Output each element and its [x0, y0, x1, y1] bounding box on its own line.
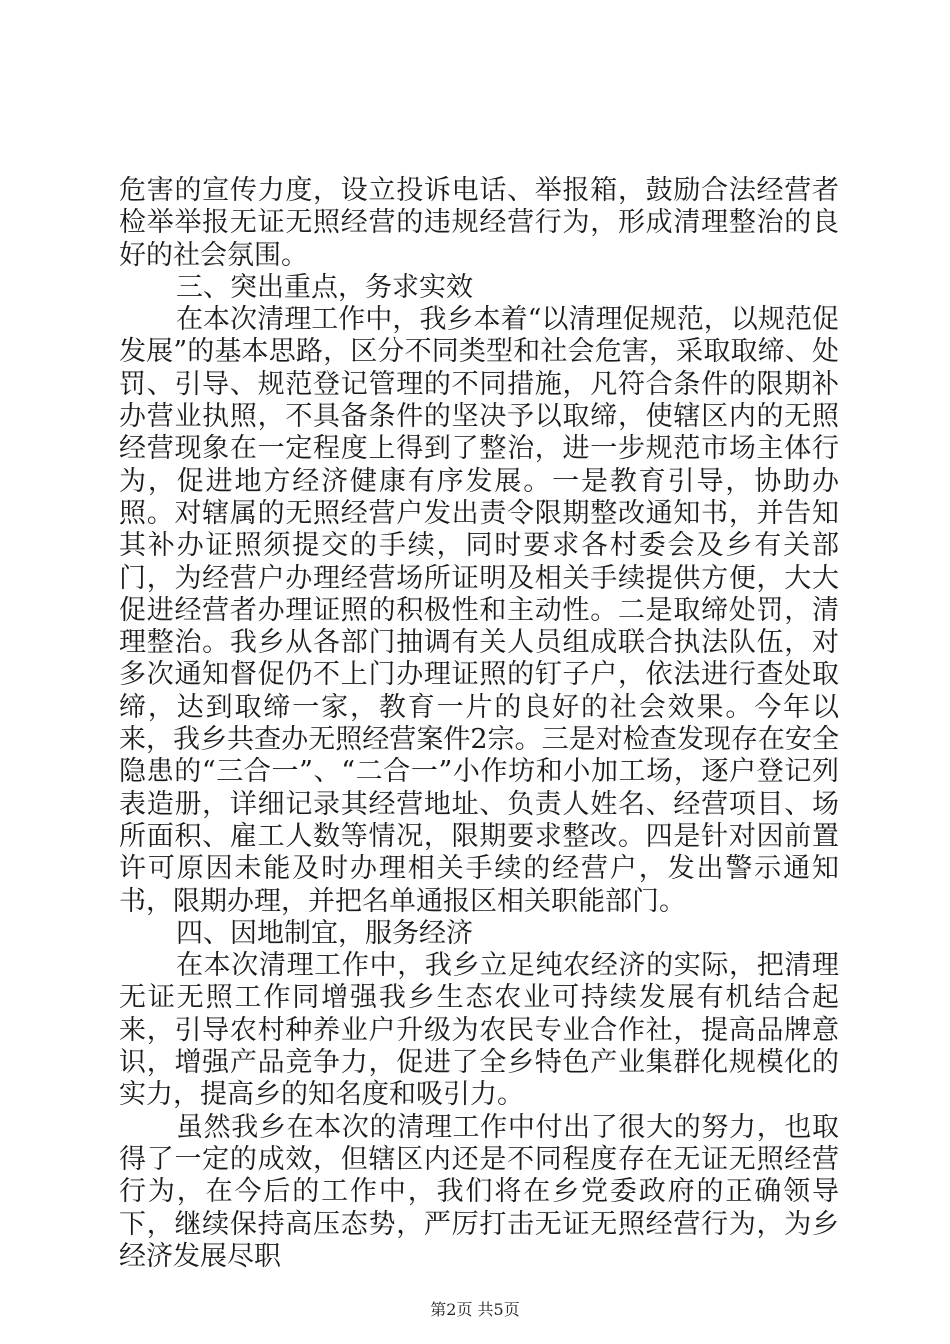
- section-heading-four: 四、因地制宜，服务经济: [176, 917, 473, 949]
- paragraph-section-four: 在本次清理工作中，我乡立足纯农经济的实际，把清理无证无照工作同增强我乡生态农业可持续发展有机结合起来，引导农村种养业户升级为农民专业合作社，提高品牌意识，增强产品竞争力，促进了全乡特色产业集群化规模化的实力，提高乡的知名度和吸引力。: [119, 950, 839, 1111]
- paragraph-section-three: 在本次清理工作中，我乡本着“以清理促规范，以规范促发展”的基本思路，区分不同类型和社会危害，采取取缔、处罚、引导、规范登记管理的不同措施，凡符合条件的限期补办营业执照，不具备条件的坚决予以取缔，使辖区内的无照经营现象在一定程度上得到了整治，进一步规范市场主体行为，促进地方经济健康有序发展。一是教育引导，协助办照。对辖属的无照经营户发出责令限期整改通知书，并告知其补办证照须提交的手续，同时要求各村委会及乡有关部门，为经营户办理经营场所证明及相关手续提供方便，大大促进经营者办理证照的积极性和主动性。二是取缔处罚，清理整治。我乡从各部门抽调有关人员组成联合执法队伍，对多次通知督促仍不上门办理证照的钉子户，依法进行查处取缔，达到取缔一家，教育一片的良好的社会效果。今年以来，我乡共查办无照经营案件2宗。三是对检查发现存在安全隐患的“三合一”、“二合一”小作坊和小加工场，逐户登记列表造册，详细记录其经营地址、负责人姓名、经营项目、场所面积、雇工人数等情况，限期要求整改。四是针对因前置许可原因未能及时办理相关手续的经营户，发出警示通知书，限期办理，并把名单通报区相关职能部门。: [119, 304, 839, 917]
- paragraph-conclusion: 虽然我乡在本次的清理工作中付出了很大的努力，也取得了一定的成效，但辖区内还是不同程度存在无证无照经营行为，在今后的工作中，我们将在乡党委政府的正确领导下，继续保持高压态势，严厉打击无证无照经营行为，为乡经济发展尽职: [119, 1111, 839, 1272]
- page-number-label: 第2页 共5页: [430, 1300, 520, 1319]
- paragraph-continuation: 危害的宣传力度，设立投诉电话、举报箱，鼓励合法经营者检举举报无证无照经营的违规经营行为，形成清理整治的良好的社会氛围。: [119, 175, 839, 271]
- section-heading-three: 三、突出重点，务求实效: [176, 271, 473, 303]
- document-body: [119, 175, 839, 1273]
- page-footer: [0, 1300, 950, 1320]
